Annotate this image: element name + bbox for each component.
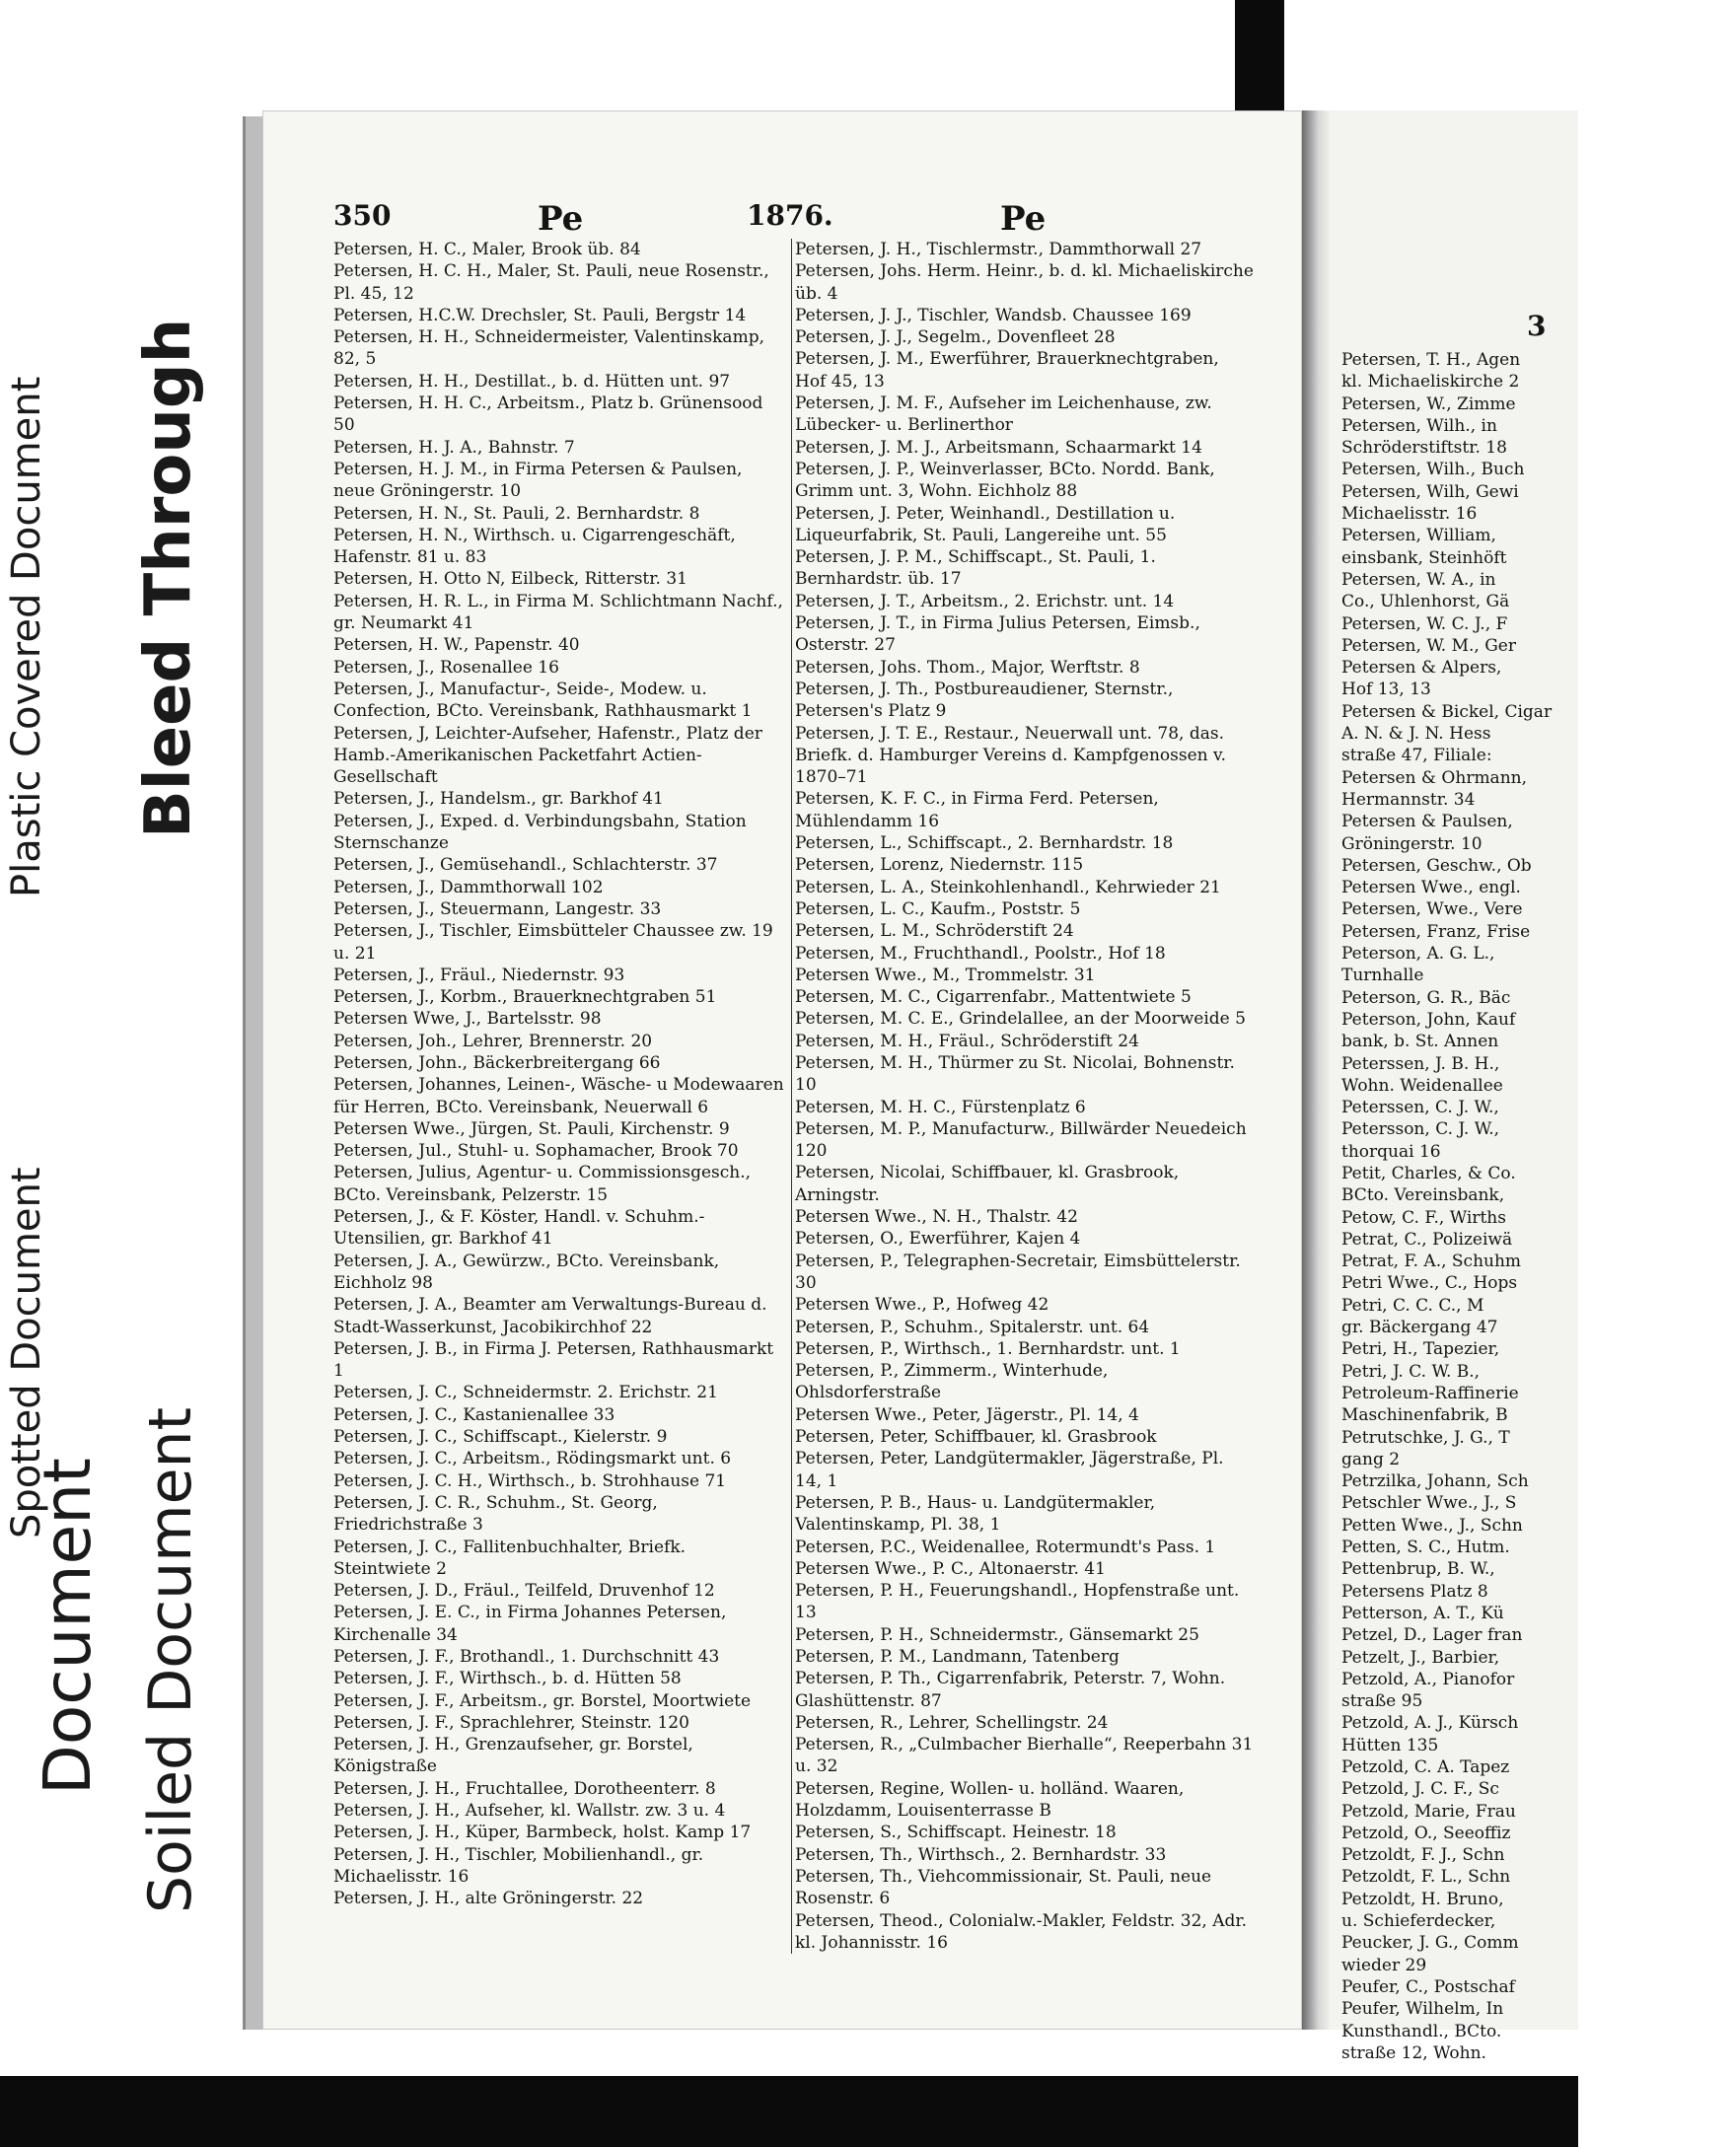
directory-entry: Petersen, J. H., Tischler, Mobilienhandl., gr. Michaelisstr. 16: [333, 1844, 704, 1887]
directory-entry: Petersen, J. C., Schiffscapt., Kielerstr. 9: [333, 1427, 668, 1448]
directory-entry: kl. Michaeliskirche 2: [1341, 372, 1520, 393]
directory-entry: Petersen, P. H., Schneidermstr., Gänsemarkt 25: [795, 1624, 1199, 1645]
directory-entry: Petersen Wwe., N. H., Thalstr. 42: [795, 1207, 1078, 1228]
directory-entry: Petri, C. C. C., M: [1341, 1295, 1484, 1316]
directory-entry: Petersen, Th., Wirthsch., 2. Bernhardstr. 33: [795, 1844, 1167, 1865]
directory-entry: Petersen, J. J., Segelm., Dovenfleet 28: [795, 327, 1116, 348]
directory-entry: BCto. Vereinsbank,: [1341, 1185, 1505, 1206]
directory-entry: Petersen, M. P., Manufacturw., Billwärder Neuedeich 120: [795, 1118, 1247, 1162]
directory-entry: Petit, Charles, & Co.: [1341, 1163, 1516, 1183]
directory-entry: Petri, J. C. W. B.,: [1341, 1361, 1481, 1382]
directory-entry: Hermannstr. 34: [1341, 789, 1476, 810]
directory-entry: Petersen, H. W., Papenstr. 40: [333, 635, 580, 656]
directory-entry: Petersen, P. M., Landmann, Tatenberg: [795, 1647, 1120, 1667]
directory-entry: Petrutschke, J. G., T: [1341, 1427, 1510, 1448]
directory-entry: Petersen, Wilh., in: [1341, 415, 1497, 436]
directory-entry: Petersen, J. B., in Firma J. Petersen, Rathhausmarkt 1: [333, 1338, 774, 1382]
header-year: 1876.: [747, 199, 833, 232]
directory-entry: Petersen, O., Ewerführer, Kajen 4: [795, 1229, 1081, 1250]
directory-entry: Petersen, J. A., Gewürzw., BCto. Vereinsbank, Eichholz 98: [333, 1251, 720, 1293]
directory-entry: Petzoldt, F. L., Schn: [1341, 1867, 1511, 1888]
directory-entry: Petersen, J. H., alte Gröningerstr. 22: [333, 1889, 644, 1909]
directory-entry: Petersen, J. C. R., Schuhm., St. Georg, Friedrichstraße 3: [333, 1492, 658, 1536]
directory-entry: Petersen, Julius, Agentur- u. Commissionsgesch., BCto. Vereinsbank, Pelzerstr. 15: [333, 1163, 752, 1205]
directory-entry: bank, b. St. Annen: [1341, 1032, 1499, 1052]
directory-entry: Peterson, John, Kauf: [1341, 1009, 1516, 1030]
directory-entry: Petersen, H. Otto N, Eilbeck, Ritterstr. 31: [333, 569, 687, 590]
directory-entry: Petrat, C., Polizeiwä: [1341, 1229, 1513, 1250]
directory-entry: thorquai 16: [1341, 1141, 1441, 1162]
directory-entry: Petri Wwe., C., Hops: [1341, 1273, 1518, 1294]
directory-entry: Petersens Platz 8: [1341, 1581, 1488, 1602]
directory-entry: Maschinenfabrik, B: [1341, 1405, 1508, 1426]
directory-entry: Petersen, J. P. M., Schiffscapt., St. Pauli, 1. Bernhardstr. üb. 17: [795, 547, 1156, 590]
directory-entry: Petersen, William,: [1341, 526, 1496, 546]
directory-entry: Petersen, Theod., Colonialw.-Makler, Feldstr. 32, Adr. kl. Johannisstr. 16: [795, 1910, 1248, 1953]
directory-entry: Petersen, W. C. J., F: [1341, 613, 1508, 634]
directory-entry: straße 47, Filiale:: [1341, 746, 1492, 766]
directory-entry: Petzold, A. J., Kürsch: [1341, 1713, 1519, 1734]
directory-entry: Petterson, A. T., Kü: [1341, 1603, 1504, 1623]
directory-entry: Petersen, J. C., Arbeitsm., Rödingsmarkt unt. 6: [333, 1449, 732, 1469]
directory-entry: Petersen, Johannes, Leinen-, Wäsche- u Modewaaren für Herren, BCto. Vereinsbank, Neuerwall 6: [333, 1075, 784, 1117]
directory-entry: Petersen, J., Dammthorwall 102: [333, 877, 604, 897]
directory-entry: Petersen, J. H., Fruchtallee, Dorotheenterr. 8: [333, 1778, 716, 1799]
directory-entry: straße 95: [1341, 1691, 1423, 1712]
directory-entry: Gröningerstr. 10: [1341, 833, 1483, 854]
directory-entry: Petersen, M. C., Cigarrenfabr., Mattentwiete 5: [795, 987, 1192, 1008]
directory-entry: Petersen, J. P., Weinverlasser, BCto. Nordd. Bank, Grimm unt. 3, Wohn. Eichholz 88: [795, 459, 1215, 502]
directory-entry: Petri, H., Tapezier,: [1341, 1339, 1500, 1360]
directory-entry: Peucker, J. G., Comm: [1341, 1933, 1519, 1954]
directory-entry: Petzoldt, H. Bruno,: [1341, 1889, 1504, 1909]
directory-entry: Petersen, L. A., Steinkohlenhandl., Kehrwieder 21: [795, 877, 1221, 897]
directory-entry: Petersen, L. M., Schröderstift 24: [795, 921, 1074, 942]
directory-entry: Petersen, W. A., in: [1341, 569, 1496, 590]
directory-entry: Peterssen, J. B. H.,: [1341, 1053, 1500, 1074]
directory-entry: straße 12, Wohn.: [1341, 2042, 1486, 2063]
label-bleed-through: Bleed Through: [132, 318, 205, 838]
directory-entry: wieder 29: [1341, 1955, 1427, 1975]
directory-entry: Petersen, S., Schiffscapt. Heinestr. 18: [795, 1823, 1117, 1843]
directory-entry: Petzel, D., Lager fran: [1341, 1625, 1523, 1646]
directory-entry: Petersen, J., Fräul., Niedernstr. 93: [333, 965, 625, 985]
directory-entry: Petersen, J., Tischler, Eimsbütteler Chaussee zw. 19 u. 21: [333, 921, 773, 964]
directory-entry: Petersen, J., Steuermann, Langestr. 33: [333, 898, 662, 919]
directory-entry: Petersen, Th., Viehcommissionair, St. Pauli, neue Rosenstr. 6: [795, 1866, 1212, 1909]
directory-entry: Petzold, C. A. Tapez: [1341, 1757, 1510, 1777]
directory-entry: Petersen, M. H. C., Fürstenplatz 6: [795, 1097, 1086, 1117]
directory-entry: Petzold, A., Pianofor: [1341, 1669, 1515, 1689]
directory-entry: Petersen, Peter, Landgütermakler, Jägerstraße, Pl. 14, 1: [795, 1449, 1224, 1491]
directory-entry: Petersen & Ohrmann,: [1341, 767, 1527, 788]
directory-entry: Petersen, J., Gemüsehandl., Schlachterstr. 37: [333, 855, 718, 876]
directory-entry: Petersson, C. J. W.,: [1341, 1119, 1500, 1140]
directory-entry: u. Schieferdecker,: [1341, 1911, 1496, 1932]
directory-entry: Petersen, R., „Culmbacher Bierhalle“, Reeperbahn 31 u. 32: [795, 1735, 1254, 1777]
directory-entry: Petersen, H. R. L., in Firma M. Schlichtmann Nachf., gr. Neumarkt 41: [333, 591, 783, 634]
directory-entry: Petersen, J., Rosenallee 16: [333, 657, 559, 678]
directory-entry: Peterson, G. R., Bäc: [1341, 987, 1511, 1008]
directory-entry: Petersen, J. D., Fräul., Teilfeld, Druvenhof 12: [333, 1581, 715, 1602]
directory-entry: Petersen, J., Exped. d. Verbindungsbahn, Station Sternschanze: [333, 811, 747, 854]
directory-column-left: [333, 239, 785, 1910]
directory-entry: Petersen, J., Manufactur-, Seide-, Modew. u. Confection, BCto. Vereinsbank, Rathhausmarkt 1: [333, 679, 753, 722]
directory-entry: Petersen, H. J. M., in Firma Petersen & Paulsen, neue Gröningerstr. 10: [333, 459, 743, 502]
directory-entry: Petersen & Paulsen,: [1341, 812, 1513, 832]
directory-entry: Petrzilka, Johann, Sch: [1341, 1471, 1529, 1492]
directory-entry: Petersen, P., Wirthsch., 1. Bernhardstr. unt. 1: [795, 1338, 1181, 1359]
next-page-column: [1341, 349, 1736, 2064]
directory-entry: Petersen, P., Schuhm., Spitalerstr. unt. 64: [795, 1317, 1150, 1337]
directory-entry: Petersen Wwe., engl.: [1341, 878, 1521, 898]
directory-entry: Petersen, Jul., Stuhl- u. Sophamacher, Brook 70: [333, 1141, 739, 1162]
book-gutter: [1302, 110, 1330, 2030]
directory-entry: Petersen, H. H., Schneidermeister, Valentinskamp, 82, 5: [333, 327, 764, 370]
directory-entry: Peufer, C., Postschaf: [1341, 1976, 1515, 1997]
directory-entry: Petersen, J. T., in Firma Julius Petersen, Eimsb., Osterstr. 27: [795, 613, 1200, 656]
directory-entry: Petersen, P., Telegraphen-Secretair, Eimsbüttelerstr. 30: [795, 1251, 1241, 1293]
directory-entry: Kunsthandl., BCto.: [1341, 2021, 1502, 2041]
directory-entry: Petten Wwe., J., Schn: [1341, 1515, 1523, 1536]
page-number: 350: [333, 199, 392, 232]
directory-entry: Petersen, J. Peter, Weinhandl., Destillation u. Liqueurfabrik, St. Pauli, Langereihe unt. 55: [795, 503, 1176, 545]
directory-entry: Petersen, Wilh., Buch: [1341, 460, 1525, 480]
directory-entry: Petersen Wwe, J., Bartelsstr. 98: [333, 1009, 602, 1030]
directory-entry: Petzoldt, F. J., Schn: [1341, 1845, 1505, 1866]
directory-entry: Petersen, J. Th., Postbureaudiener, Sternstr., Petersen's Platz 9: [795, 679, 1174, 722]
directory-entry: Petersen, H.C.W. Drechsler, St. Pauli, Bergstr 14: [333, 305, 747, 325]
directory-entry: Schröderstiftstr. 18: [1341, 438, 1507, 459]
directory-entry: Petersen, W., Zimme: [1341, 394, 1516, 414]
directory-entry: Petersen, Geschw., Ob: [1341, 855, 1532, 876]
directory-entry: gr. Bäckergang 47: [1341, 1318, 1498, 1338]
directory-entry: einsbank, Steinhöft: [1341, 547, 1507, 568]
directory-entry: Petersen, Peter, Schiffbauer, kl. Grasbrook: [795, 1427, 1157, 1448]
directory-entry: Petersen, John., Bäckerbreitergang 66: [333, 1052, 661, 1073]
directory-entry: Petersen, K. F. C., in Firma Ferd. Petersen, Mühlendamm 16: [795, 789, 1159, 831]
directory-entry: Petersen, H. H. C., Arbeitsm., Platz b. Grünensood 50: [333, 394, 763, 436]
directory-entry: Petersen, L., Schiffscapt., 2. Bernhardstr. 18: [795, 833, 1174, 854]
directory-entry: Petersen, W. M., Ger: [1341, 635, 1516, 656]
directory-entry: Petzold, J. C. F., Sc: [1341, 1779, 1499, 1800]
directory-entry: Co., Uhlenhorst, Gä: [1341, 592, 1510, 612]
directory-entry: Petersen, Lorenz, Niedernstr. 115: [795, 855, 1084, 876]
directory-entry: Petersen, P. H., Feuerungshandl., Hopfenstraße unt. 13: [795, 1581, 1240, 1623]
directory-entry: Petzold, Marie, Frau: [1341, 1801, 1516, 1822]
directory-entry: Petersen, J., Handelsm., gr. Barkhof 41: [333, 789, 664, 810]
directory-entry: Peterson, A. G. L.,: [1341, 944, 1495, 965]
directory-entry: Petersen, J. C., Schneidermstr. 2. Erichstr. 21: [333, 1383, 718, 1403]
directory-entry: Hütten 135: [1341, 1735, 1439, 1755]
directory-entry: Petersen, Joh., Lehrer, Brennerstr. 20: [333, 1031, 653, 1051]
label-soiled-document: Soiled Document: [136, 1406, 205, 1913]
label-plastic-covered: Plastic Covered Document: [4, 376, 49, 897]
directory-entry: Petersen, Johs. Thom., Major, Werftstr. 8: [795, 657, 1140, 678]
directory-entry: Petersen, J. M. F., Aufseher im Leichenhause, zw. Lübecker- u. Berlinerthor: [795, 394, 1212, 436]
directory-entry: Petersen, R., Lehrer, Schellingstr. 24: [795, 1712, 1109, 1733]
directory-entry: Petersen, J. A., Beamter am Verwaltungs-Bureau d. Stadt-Wasserkunst, Jacobikirchhof 22: [333, 1295, 767, 1337]
directory-entry: Petersen, H. N., Wirthsch. u. Cigarrengeschäft, Hafenstr. 81 u. 83: [333, 525, 736, 568]
directory-entry: Petersen, J. H., Tischlermstr., Dammthorwall 27: [795, 240, 1202, 259]
directory-entry: Petersen & Alpers,: [1341, 658, 1502, 679]
directory-entry: Petersen, J., & F. Köster, Handl. v. Schuhm.-Utensilien, gr. Barkhof 41: [333, 1207, 705, 1250]
directory-entry: Petzelt, J., Barbier,: [1341, 1647, 1500, 1668]
directory-entry: Petroleum-Raffinerie: [1341, 1383, 1519, 1403]
scan-bar-bottom: [0, 2076, 1578, 2147]
directory-entry: Petersen, J. M., Ewerführer, Brauerknechtgraben, Hof 45, 13: [795, 349, 1219, 392]
directory-entry: Petersen, L. C., Kaufm., Poststr. 5: [795, 898, 1081, 919]
directory-entry: Petersen, J. H., Grenzaufseher, gr. Borstel, Königstraße: [333, 1735, 693, 1777]
directory-entry: Petersen, J. H., Küper, Barmbeck, holst. Kamp 17: [333, 1823, 752, 1843]
directory-entry: Petersen, J. H., Aufseher, kl. Wallstr. zw. 3 u. 4: [333, 1801, 726, 1822]
directory-column-right: [791, 239, 1255, 1954]
directory-entry: Peufer, Wilhelm, In: [1341, 1999, 1504, 2020]
directory-entry: Petersen, J, Leichter-Aufseher, Hafenstr., Platz der Hamb.-Amerikanischen Packetfahrt Actien-Gesellschaft: [333, 723, 762, 788]
directory-entry: Petersen, P., Zimmerm., Winterhude, Ohlsdorferstraße: [795, 1361, 1109, 1403]
directory-entry: Petersen, P. Th., Cigarrenfabrik, Peterstr. 7, Wohn. Glashüttenstr. 87: [795, 1669, 1226, 1711]
directory-entry: Petersen, J. C., Kastanienallee 33: [333, 1404, 615, 1425]
directory-entry: Petersen, J. F., Wirthsch., b. d. Hütten 58: [333, 1669, 682, 1689]
next-page-header: 3: [1527, 310, 1547, 342]
header-left-letters: Pe: [538, 199, 584, 239]
directory-entry: Petersen, J. F., Brothandl., 1. Durchschnitt 43: [333, 1647, 720, 1667]
directory-entry: Petersen, H. N., St. Pauli, 2. Bernhardstr. 8: [333, 503, 700, 524]
directory-entry: Petersen, P.C., Weidenallee, Rotermundt's Pass. 1: [795, 1537, 1216, 1557]
directory-entry: Petersen, H. J. A., Bahnstr. 7: [333, 437, 575, 458]
directory-entry: Petersen, T. H., Agen: [1341, 350, 1521, 370]
directory-entry: Petersen, J. C. H., Wirthsch., b. Strohhause 71: [333, 1470, 727, 1491]
directory-entry: Petersen, Franz, Frise: [1341, 921, 1531, 942]
directory-entry: Petersen, H. H., Destillat., b. d. Hütten unt. 97: [333, 371, 731, 392]
directory-entry: Petersen Wwe., M., Trommelstr. 31: [795, 965, 1096, 985]
directory-entry: Hof 13, 13: [1341, 680, 1431, 700]
directory-entry: Petschler Wwe., J., S: [1341, 1493, 1517, 1514]
directory-entry: Petow, C. F., Wirths: [1341, 1207, 1506, 1228]
directory-entry: Michaelisstr. 16: [1341, 504, 1478, 525]
directory-entry: Petersen, J. T. E., Restaur., Neuerwall unt. 78, das. Briefk. d. Hamburger Vereins d. Kampfgenossen v. 1870–71: [795, 723, 1226, 788]
directory-entry: Peterssen, C. J. W.,: [1341, 1098, 1499, 1118]
directory-entry: Wohn. Weidenallee: [1341, 1075, 1503, 1096]
directory-entry: Petten, S. C., Hutm.: [1341, 1538, 1510, 1558]
directory-entry: gang 2: [1341, 1449, 1401, 1469]
directory-entry: Petersen, Johs. Herm. Heinr., b. d. kl. Michaeliskirche üb. 4: [795, 261, 1254, 304]
directory-entry: Petersen, M., Fruchthandl., Poolstr., Hof 18: [795, 943, 1166, 964]
directory-entry: Petersen, H. C., Maler, Brook üb. 84: [333, 240, 641, 259]
directory-entry: Petersen, Regine, Wollen- u. holländ. Waaren, Holzdamm, Louisenterrasse B: [795, 1778, 1185, 1822]
directory-entry: A. N. & J. N. Hess: [1341, 724, 1491, 745]
next-page: [1330, 110, 1578, 2063]
directory-entry: Petzold, O., Seeoffiz: [1341, 1823, 1511, 1843]
label-document: Document: [30, 1458, 106, 1795]
directory-entry: Petersen, M. C. E., Grindelallee, an der Moorweide 5: [795, 1009, 1246, 1030]
directory-entry: Petersen Wwe., Jürgen, St. Pauli, Kirchenstr. 9: [333, 1118, 730, 1139]
directory-entry: Petersen, Wwe., Vere: [1341, 899, 1523, 920]
directory-entry: Petersen Wwe., Peter, Jägerstr., Pl. 14, 4: [795, 1404, 1139, 1425]
directory-entry: Petersen, Wilh, Gewi: [1341, 481, 1519, 502]
directory-entry: Petrat, F. A., Schuhm: [1341, 1252, 1522, 1272]
scan-bar-top: [1235, 0, 1284, 116]
directory-entry: Petersen, M. H., Fräul., Schröderstift 24: [795, 1031, 1139, 1051]
directory-entry: Petersen, J. T., Arbeitsm., 2. Erichstr. unt. 14: [795, 591, 1175, 611]
directory-entry: Turnhalle: [1341, 966, 1424, 986]
directory-entry: Petersen & Bickel, Cigar: [1341, 701, 1553, 722]
directory-entry: Petersen, J. F., Arbeitsm., gr. Borstel, Moortwiete: [333, 1690, 752, 1711]
directory-entry: Pettenbrup, B. W.,: [1341, 1559, 1495, 1580]
label-spotted: Spotted Document: [4, 1167, 49, 1539]
directory-entry: Petersen, P. B., Haus- u. Landgütermakler, Valentinskamp, Pl. 38, 1: [795, 1492, 1156, 1536]
directory-entry: Petersen, J. J., Tischler, Wandsb. Chaussee 169: [795, 305, 1192, 325]
directory-entry: Petersen, M. H., Thürmer zu St. Nicolai, Bohnenstr. 10: [795, 1052, 1235, 1096]
directory-entry: Petersen Wwe., P. C., Altonaerstr. 41: [795, 1558, 1106, 1579]
directory-entry: Petersen, J. C., Fallitenbuchhalter, Briefk. Steintwiete 2: [333, 1537, 687, 1579]
directory-entry: Petersen, J. F., Sprachlehrer, Steinstr. 120: [333, 1712, 689, 1733]
directory-entry: Petersen, J. M. J., Arbeitsmann, Schaarmarkt 14: [795, 437, 1202, 458]
directory-entry: Petersen Wwe., P., Hofweg 42: [795, 1295, 1049, 1316]
directory-entry: Petersen, Nicolai, Schiffbauer, kl. Grasbrook, Arningstr.: [795, 1163, 1180, 1205]
directory-entry: Petersen, J. E. C., in Firma Johannes Petersen, Kirchenalle 34: [333, 1603, 727, 1645]
header-right-letters: Pe: [1000, 199, 1047, 239]
directory-entry: Petersen, J., Korbm., Brauerknechtgraben 51: [333, 987, 717, 1008]
directory-entry: Petersen, H. C. H., Maler, St. Pauli, neue Rosenstr., Pl. 45, 12: [333, 261, 769, 304]
